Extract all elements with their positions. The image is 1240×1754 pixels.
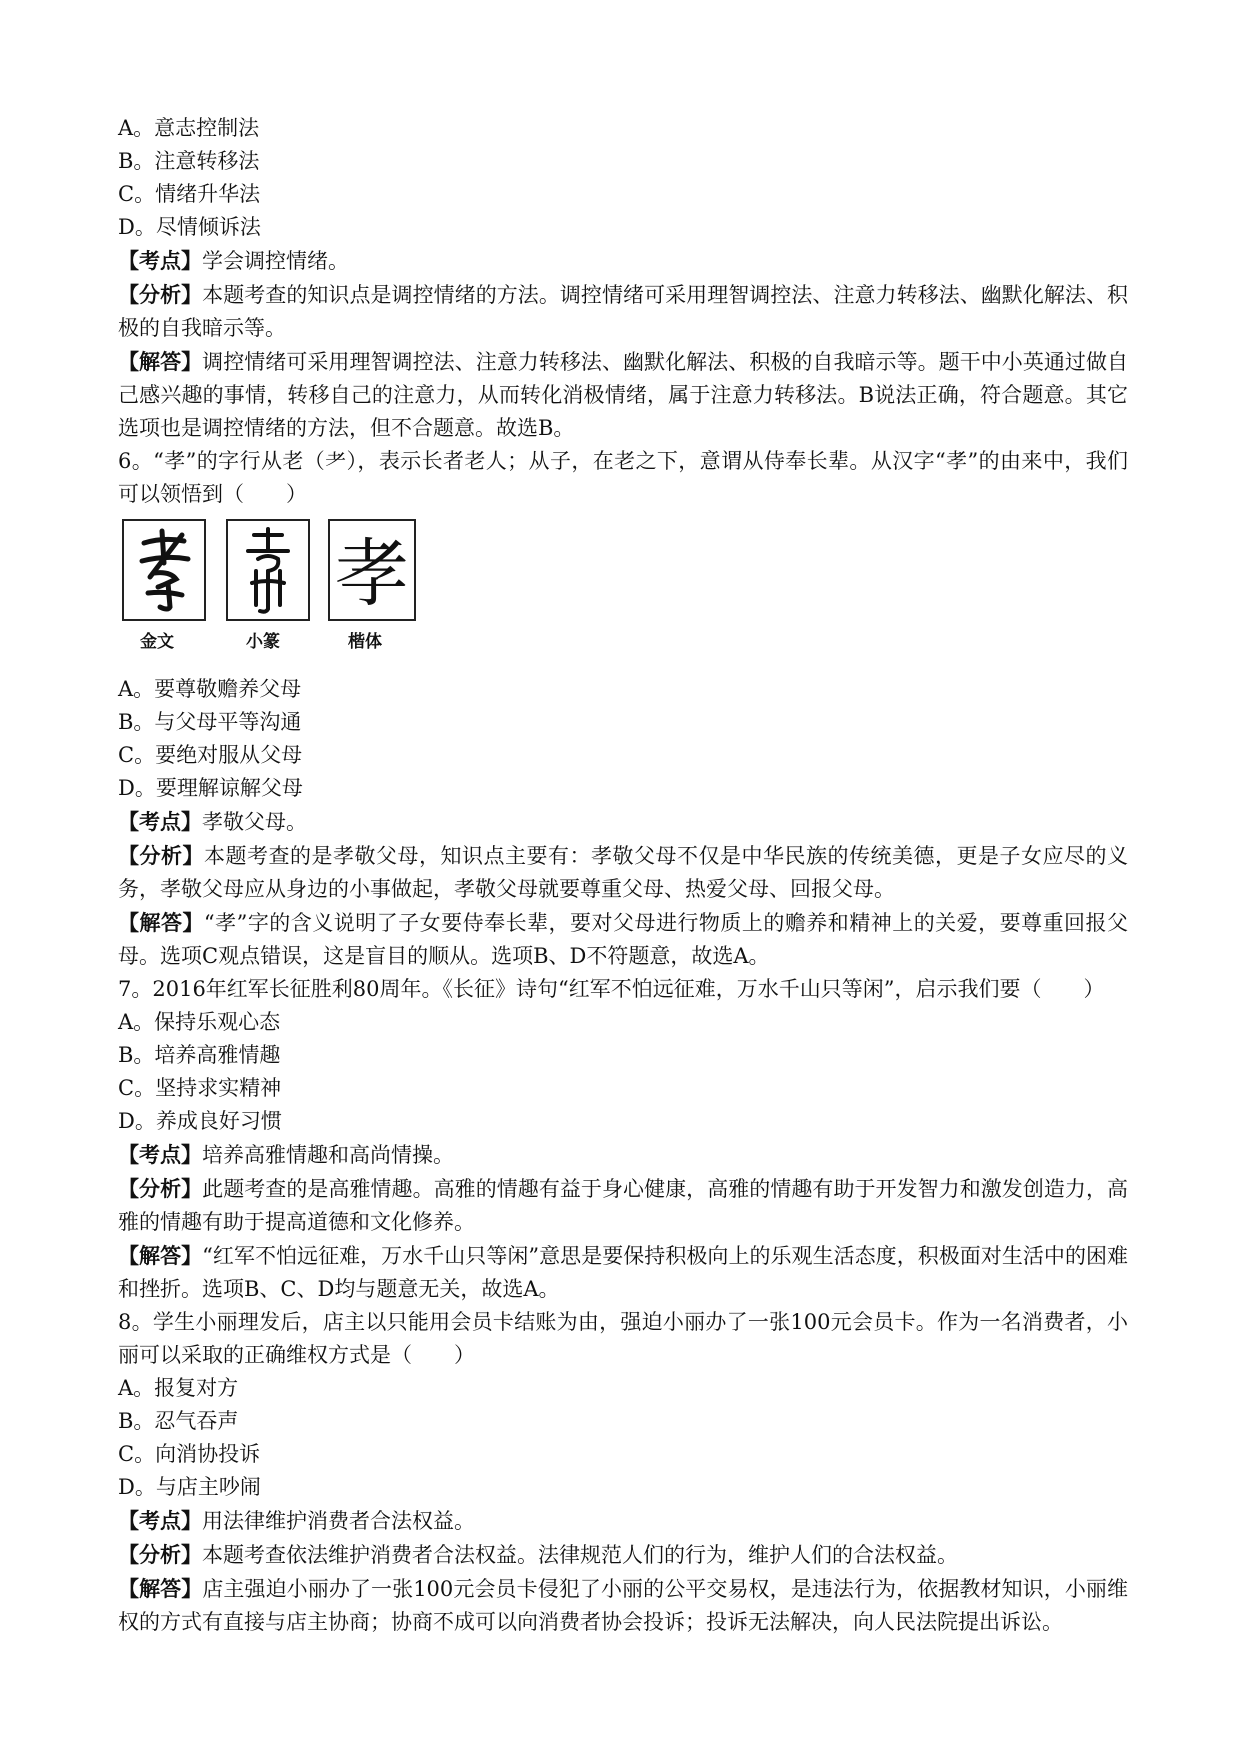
q8-stem: 8。学生小丽理发后，店主以只能用会员卡结账为由，强迫小丽办了一张100元会员卡。作为一名消费者，小丽可以采取的正确维权方式是（ ） xyxy=(118,1310,1128,1367)
q8-fenxi xyxy=(118,1538,1128,1572)
fenxi-tag: 【分析】 xyxy=(118,282,203,307)
q8-option-d: D。与店主吵闹 xyxy=(118,1475,261,1499)
q6-option-a: A。要尊敬赡养父母 xyxy=(118,677,302,701)
q8-option-a: A。报复对方 xyxy=(118,1376,239,1400)
svg-text:孝: 孝 xyxy=(335,531,409,617)
q8-fenxi-text: 本题考查依法维护消费者合法权益。法律规范人们的行为，维护人们的合法权益。 xyxy=(202,1543,958,1567)
q5-kaodian-text: 学会调控情绪。 xyxy=(202,249,349,273)
jinwen-glyph-box xyxy=(122,519,206,621)
q6-option-b: B。与父母平等沟通 xyxy=(118,710,302,734)
q7-option-b: B。培养高雅情趣 xyxy=(118,1043,281,1067)
kaodian-tag: 【考点】 xyxy=(118,1142,202,1167)
q6-jieda-text: “孝”字的含义说明了子女要侍奉长辈，要对父母进行物质上的赡养和精神上的关爱，要尊重回报父母。选项C观点错误，这是盲目的顺从。选项B、D不符题意，故选A。 xyxy=(118,911,1129,968)
q5-fenxi-text: 本题考查的知识点是调控情绪的方法。调控情绪可采用理智调控法、注意力转移法、幽默化解法、积极的自我暗示等。 xyxy=(118,283,1128,340)
fenxi-tag: 【分析】 xyxy=(118,1542,202,1567)
q5-option-c: C。情绪升华法 xyxy=(118,182,261,206)
caption-kaiti: 楷体 xyxy=(348,632,382,652)
kaodian-tag: 【考点】 xyxy=(118,248,202,273)
q6-option-c: C。要绝对服从父母 xyxy=(118,743,303,767)
q7-kaodian xyxy=(118,1138,1128,1172)
fenxi-tag: 【分析】 xyxy=(118,1176,203,1201)
q6-jieda xyxy=(118,906,1128,973)
jieda-tag: 【解答】 xyxy=(118,349,203,374)
q8-jieda-text: 店主强迫小丽办了一张100元会员卡侵犯了小丽的公平交易权，是违法行为，依据教材知识，小丽维权的方式有直接与店主协商；协商不成可以向消费者协会投诉；投诉无法解决，向人民法院提出诉讼。 xyxy=(118,1577,1128,1634)
q5-jieda xyxy=(118,345,1128,445)
q5-option-a: A。意志控制法 xyxy=(118,116,260,140)
q6-kaodian xyxy=(118,805,1128,839)
q5-jieda-text: 调控情绪可采用理智调控法、注意力转移法、幽默化解法、积极的自我暗示等。题干中小英通过做自己感兴趣的事情，转移自己的注意力，从而转化消极情绪，属于注意力转移法。B说法正确，符合题意。其它选项也是调控情绪的方法，但不合题意。故选B。 xyxy=(118,350,1128,440)
q6-kaodian-text: 孝敬父母。 xyxy=(202,810,307,834)
fenxi-tag: 【分析】 xyxy=(118,843,204,868)
kaodian-tag: 【考点】 xyxy=(118,809,202,834)
q7-option-c: C。坚持求实精神 xyxy=(118,1076,282,1100)
xiaozhuan-xiao-glyph xyxy=(228,521,308,619)
kaodian-tag: 【考点】 xyxy=(118,1508,202,1533)
q7-fenxi xyxy=(118,1172,1128,1239)
q6-fenxi xyxy=(118,839,1128,906)
q6-stem: 6。“孝”的字行从老（耂），表示长者老人；从子，在老之下，意谓从侍奉长辈。从汉字“孝”的由来中，我们可以领悟到（ ） xyxy=(118,449,1128,506)
q7-fenxi-text: 此题考查的是高雅情趣。高雅的情趣有益于身心健康，高雅的情趣有助于开发智力和激发创造力，高雅的情趣有助于提高道德和文化修养。 xyxy=(118,1177,1128,1234)
q7-jieda xyxy=(118,1239,1128,1306)
q8-kaodian xyxy=(118,1504,1128,1538)
caption-xiaozhuan: 小篆 xyxy=(246,632,280,652)
q7-stem: 7。2016年红军长征胜利80周年。《长征》诗句“红军不怕远征难，万水千山只等闲”，启示我们要（ ） xyxy=(118,977,1105,1001)
q5-fenxi xyxy=(118,278,1128,345)
q8-jieda xyxy=(118,1572,1128,1639)
xiaozhuan-glyph-box xyxy=(226,519,310,621)
q5-option-b: B。注意转移法 xyxy=(118,149,260,173)
kaiti-glyph-box xyxy=(328,519,416,621)
q5-kaodian xyxy=(118,244,1128,278)
jieda-tag: 【解答】 xyxy=(118,1576,203,1601)
kaiti-xiao-glyph xyxy=(330,521,414,619)
q7-jieda-text: “红军不怕远征难，万水千山只等闲”意思是要保持积极向上的乐观生活态度，积极面对生活中的困难和挫折。选项B、C、D均与题意无关，故选A。 xyxy=(118,1244,1129,1301)
jieda-tag: 【解答】 xyxy=(118,910,204,935)
xiao-character-evolution-figure xyxy=(120,519,1128,669)
q8-kaodian-text: 用法律维护消费者合法权益。 xyxy=(202,1509,475,1533)
jieda-tag: 【解答】 xyxy=(118,1243,203,1268)
document-page xyxy=(118,112,1128,1639)
jinwen-xiao-glyph xyxy=(124,521,204,619)
q7-option-a: A。保持乐观心态 xyxy=(118,1010,281,1034)
q7-option-d: D。养成良好习惯 xyxy=(118,1109,282,1133)
q7-kaodian-text: 培养高雅情趣和高尚情操。 xyxy=(202,1143,454,1167)
q8-option-b: B。忍气吞声 xyxy=(118,1409,239,1433)
q6-option-d: D。要理解谅解父母 xyxy=(118,776,303,800)
caption-jinwen: 金文 xyxy=(140,632,174,652)
q6-fenxi-text: 本题考查的是孝敬父母，知识点主要有：孝敬父母不仅是中华民族的传统美德，更是子女应尽的义务，孝敬父母应从身边的小事做起，孝敬父母就要尊重父母、热爱父母、回报父母。 xyxy=(118,844,1128,901)
q5-option-d: D。尽情倾诉法 xyxy=(118,215,261,239)
q8-option-c: C。向消协投诉 xyxy=(118,1442,261,1466)
